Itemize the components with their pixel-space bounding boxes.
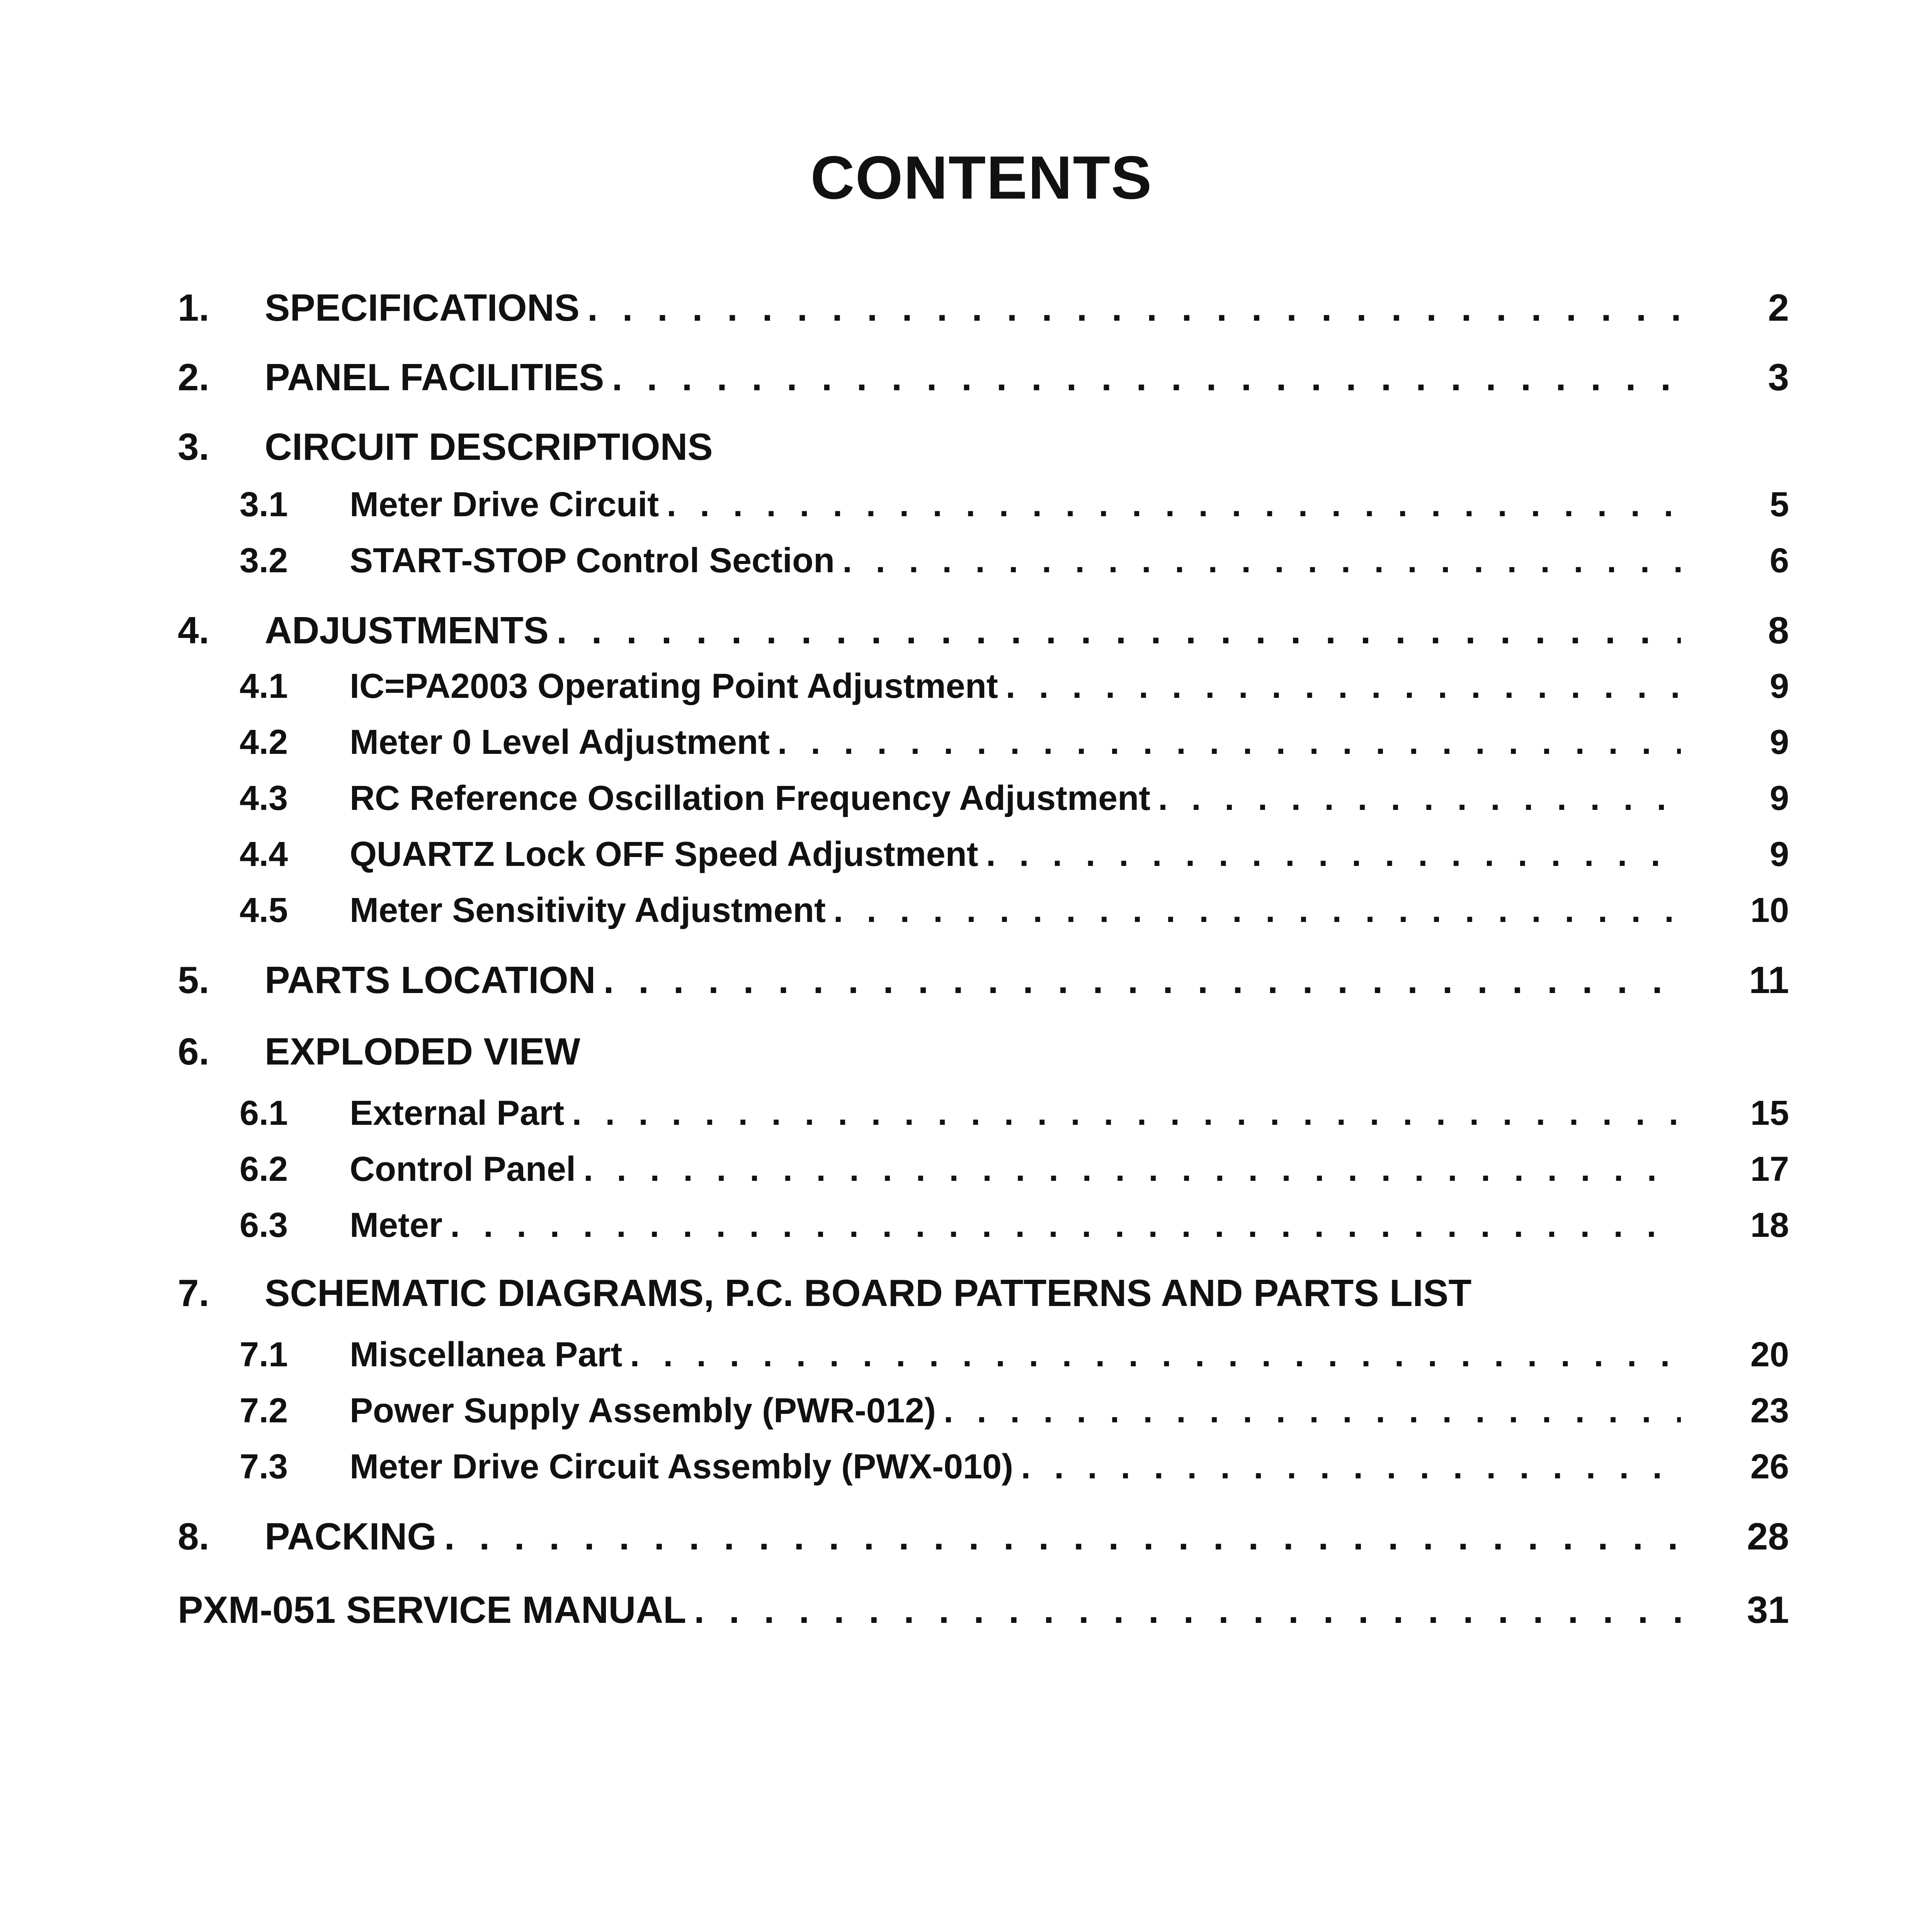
toc-leader-dots — [604, 958, 1681, 1002]
toc-entry-label: RC Reference Oscillation Frequency Adjustment — [350, 779, 1151, 818]
toc-entry-meter-drive-circuit[interactable] — [178, 485, 1789, 539]
toc-entry-number: 6. — [178, 1030, 209, 1073]
toc-entry-label: CIRCUIT DESCRIPTIONS — [265, 425, 713, 468]
toc-entry-label: SCHEMATIC DIAGRAMS, P.C. BOARD PATTERNS AND PARTS LIST — [265, 1272, 1472, 1314]
toc-entry-number: 8. — [178, 1515, 209, 1558]
toc-leader-dots — [667, 485, 1681, 525]
toc-entry-panel-facilities[interactable] — [178, 355, 1789, 410]
toc-leader-dots — [587, 286, 1681, 330]
toc-entry-rc-reference[interactable] — [178, 779, 1789, 833]
toc-entry-number: 4.4 — [240, 835, 288, 874]
toc-entry-page: 9 — [1769, 667, 1789, 706]
toc-entry-label: Meter Sensitivity Adjustment — [350, 891, 826, 930]
toc-entry-label: SPECIFICATIONS — [265, 286, 580, 329]
toc-leader-dots — [1006, 667, 1681, 706]
page-title: CONTENTS — [810, 144, 1153, 212]
toc-entry-page: 17 — [1750, 1150, 1789, 1189]
toc-entry-label: Meter Drive Circuit — [350, 485, 659, 524]
toc-entry-schematic-diagrams[interactable] — [178, 1271, 1789, 1325]
toc-entry-label: PANEL FACILITIES — [265, 356, 604, 398]
toc-entry-meter[interactable] — [178, 1206, 1789, 1260]
toc-entry-number: 6.2 — [240, 1150, 288, 1189]
toc-entry-number: 4.3 — [240, 779, 288, 818]
toc-entry-number: 4.1 — [240, 667, 288, 706]
toc-entry-number: 4.5 — [240, 891, 288, 930]
toc-entry-adjustments[interactable] — [178, 609, 1789, 663]
toc-entry-page: 9 — [1769, 723, 1789, 762]
toc-entry-power-supply[interactable] — [178, 1391, 1789, 1445]
toc-leader-dots — [986, 835, 1681, 874]
toc-entry-page: 20 — [1750, 1335, 1789, 1374]
toc-entry-circuit-descriptions[interactable] — [178, 425, 1789, 479]
toc-entry-number: 7.2 — [240, 1391, 288, 1430]
toc-entry-page: 9 — [1769, 779, 1789, 818]
toc-entry-page: 26 — [1750, 1447, 1789, 1486]
toc-leader-dots — [944, 1391, 1681, 1431]
toc-leader-dots — [777, 723, 1681, 762]
toc-entry-number: 5. — [178, 959, 209, 1001]
toc-entry-number: 3.2 — [240, 541, 288, 580]
toc-leader-dots — [583, 1150, 1681, 1189]
toc-entry-label: ADJUSTMENTS — [265, 609, 549, 651]
toc-entry-start-stop-control[interactable] — [178, 541, 1789, 595]
toc-entry-label: QUARTZ Lock OFF Speed Adjustment — [350, 835, 978, 874]
toc-entry-label: External Part — [350, 1094, 565, 1133]
toc-entry-page: 15 — [1750, 1094, 1789, 1133]
toc-entry-label: PXM-051 SERVICE MANUAL — [178, 1588, 687, 1631]
toc-entry-label: Meter 0 Level Adjustment — [350, 723, 770, 762]
table-of-contents — [178, 0, 1789, 1700]
toc-entry-label: Control Panel — [350, 1150, 576, 1189]
toc-entry-page: 10 — [1750, 891, 1789, 930]
toc-entry-external-part[interactable] — [178, 1094, 1789, 1148]
toc-entry-page: 3 — [1768, 356, 1789, 398]
toc-leader-dots — [1158, 779, 1681, 818]
toc-entry-number: 2. — [178, 356, 209, 398]
toc-entry-page: 5 — [1769, 485, 1789, 524]
toc-leader-dots — [694, 1588, 1681, 1632]
toc-leader-dots — [450, 1206, 1681, 1245]
toc-entry-page: 18 — [1750, 1206, 1789, 1245]
toc-entry-label: PACKING — [265, 1515, 437, 1558]
toc-leader-dots — [444, 1515, 1681, 1558]
toc-entry-page: 23 — [1750, 1391, 1789, 1430]
toc-entry-number: 3.1 — [240, 485, 288, 524]
toc-entry-number: 6.1 — [240, 1094, 288, 1133]
toc-leader-dots — [630, 1335, 1681, 1375]
toc-entry-label: Meter — [350, 1206, 443, 1245]
toc-entry-control-panel[interactable] — [178, 1150, 1789, 1204]
toc-entry-label: Miscellanea Part — [350, 1335, 622, 1374]
toc-leader-dots — [572, 1094, 1681, 1133]
toc-entry-number: 7. — [178, 1272, 209, 1314]
toc-entry-meter-drive-assembly[interactable] — [178, 1447, 1789, 1501]
toc-entry-page: 28 — [1747, 1515, 1789, 1558]
toc-entry-exploded-view[interactable] — [178, 1030, 1789, 1084]
toc-entry-label: Meter Drive Circuit Assembly (PWX-010) — [350, 1447, 1014, 1486]
toc-entry-page: 6 — [1769, 541, 1789, 580]
toc-entry-meter-0-level[interactable] — [178, 723, 1789, 777]
toc-entry-label: EXPLODED VIEW — [265, 1030, 580, 1073]
toc-entry-miscellanea-part[interactable] — [178, 1335, 1789, 1389]
toc-entry-quartz-lock[interactable] — [178, 835, 1789, 889]
toc-entry-number: 4.2 — [240, 723, 288, 762]
toc-entry-number: 1. — [178, 286, 209, 329]
toc-entry-parts-location[interactable] — [178, 958, 1789, 1012]
toc-entry-number: 3. — [178, 425, 209, 468]
toc-entry-label: IC=PA2003 Operating Point Adjustment — [350, 667, 998, 706]
toc-entry-number: 4. — [178, 609, 209, 651]
toc-leader-dots — [842, 541, 1681, 581]
toc-leader-dots — [833, 891, 1681, 930]
toc-entry-page: 8 — [1768, 609, 1789, 651]
toc-entry-label: START-STOP Control Section — [350, 541, 835, 580]
toc-leader-dots — [612, 355, 1681, 399]
toc-entry-operating-point[interactable] — [178, 667, 1789, 721]
toc-entry-page: 31 — [1747, 1588, 1789, 1631]
toc-entry-meter-sensitivity[interactable] — [178, 891, 1789, 945]
toc-entry-number: 7.1 — [240, 1335, 288, 1374]
toc-entry-service-manual[interactable] — [178, 1588, 1789, 1642]
toc-entry-number: 7.3 — [240, 1447, 288, 1486]
toc-entry-page: 2 — [1768, 286, 1789, 329]
toc-entry-specifications[interactable] — [178, 286, 1789, 340]
toc-leader-dots — [1021, 1447, 1681, 1487]
toc-entry-label: Power Supply Assembly (PWR-012) — [350, 1391, 936, 1430]
toc-leader-dots — [556, 609, 1681, 652]
toc-entry-number: 6.3 — [240, 1206, 288, 1245]
toc-entry-packing[interactable] — [178, 1515, 1789, 1569]
toc-entry-page: 9 — [1769, 835, 1789, 874]
toc-entry-page: 11 — [1749, 959, 1789, 1001]
toc-entry-label: PARTS LOCATION — [265, 959, 596, 1001]
